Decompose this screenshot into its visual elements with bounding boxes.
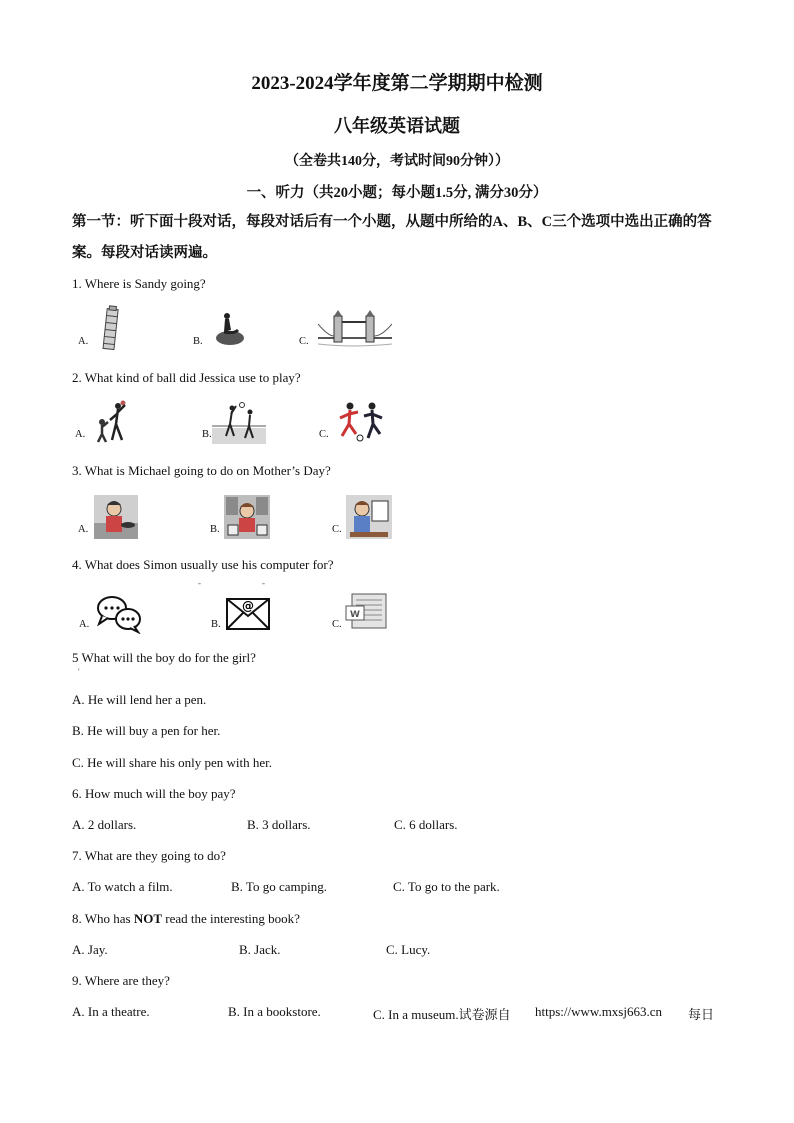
q7-option-b: B. To go camping.: [231, 879, 327, 894]
q2-option-b-label: B.: [202, 429, 212, 440]
q8-option-c: C. Lucy.: [386, 942, 431, 957]
question-4: 4. What does Simon usually use his computer for?: [72, 557, 334, 572]
question-6: 6. How much will the boy pay?: [72, 786, 236, 801]
question-5: 5 What will the boy do for the girl?: [72, 650, 256, 665]
question-3: 3. What is Michael going to do on Mother’s Day?: [72, 463, 331, 478]
q8-option-a: A. Jay.: [72, 942, 108, 957]
question-1: 1. Where is Sandy going?: [72, 276, 206, 291]
watermark-suffix: 每日: [688, 1007, 715, 1022]
q7-option-c: C. To go to the park.: [393, 879, 500, 894]
boy-cooking-icon: [94, 495, 138, 539]
exam-subtitle: 八年级英语试题: [334, 116, 460, 136]
q7-option-a: A. To watch a film.: [72, 879, 173, 894]
question-9: 9. Where are they?: [72, 973, 170, 988]
q8-option-b: B. Jack.: [239, 942, 281, 957]
section-instruction: 第一节：听下面十段对话，每段对话后有一个小题，从题中所给的A、B、C三个选项中选出正确的答案。每段对话读两遍。: [72, 214, 712, 261]
q4-option-b-label: B.: [211, 619, 221, 630]
q2-option-c-label: C.: [319, 429, 329, 440]
basketball-players-icon: [92, 400, 132, 444]
q3-option-c-label: C.: [332, 524, 342, 535]
svg-text:@: @: [242, 599, 254, 613]
q6-option-b: B. 3 dollars.: [247, 817, 311, 832]
word-document-icon: [344, 592, 392, 632]
q1-option-a-label: A.: [78, 336, 89, 347]
leaning-tower-icon: [94, 305, 124, 351]
tower-bridge-icon: [318, 310, 392, 348]
question-2: 2. What kind of ball did Jessica use to play?: [72, 370, 301, 385]
q6-option-a: A. 2 dollars.: [72, 817, 137, 832]
scan-mark: -: [262, 578, 265, 588]
q6-option-c: C. 6 dollars.: [394, 817, 458, 832]
q3-option-b-label: B.: [210, 524, 220, 535]
q5-option-a: A. He will lend her a pen.: [72, 692, 207, 707]
emphasis-not: NOT: [133, 911, 163, 926]
email-envelope-icon: [226, 596, 270, 630]
boy-painting-icon: [346, 495, 392, 539]
little-mermaid-statue-icon: [212, 310, 248, 346]
scan-mark: -: [198, 578, 201, 588]
q4-option-c-label: C.: [332, 619, 342, 630]
question-7: 7. What are they going to do?: [72, 848, 226, 863]
scan-mark: ': [78, 667, 80, 677]
volleyball-players-icon: [212, 402, 266, 444]
boy-shopping-icon: [224, 495, 270, 539]
soccer-players-icon: [334, 400, 390, 444]
q9-option-c: C. In a museum.试卷源自: [373, 1007, 511, 1022]
q2-option-a-label: A.: [75, 429, 86, 440]
exam-title: 2023-2024学年度第二学期期中检测: [251, 73, 543, 94]
watermark-url[interactable]: https://www.mxsj663.cn: [535, 1004, 662, 1019]
exam-meta: （全卷共140分，考试时间90分钟））: [285, 154, 509, 169]
q5-option-c: C. He will share his only pen with her.: [72, 755, 273, 770]
q4-option-a-label: A.: [79, 619, 90, 630]
section-heading: 一、听力（共20小题；每小题1.5分, 满分30分）: [246, 185, 548, 201]
svg-text:W: W: [350, 610, 360, 620]
q1-option-b-label: B.: [193, 336, 203, 347]
question-8: 8. Who has NOT read the interesting book?: [72, 911, 300, 926]
q5-option-b: B. He will buy a pen for her.: [72, 723, 221, 738]
q9-option-a: A. In a theatre.: [72, 1004, 150, 1019]
q9-option-b: B. In a bookstore.: [228, 1004, 321, 1019]
q3-option-a-label: A.: [78, 524, 89, 535]
q1-option-c-label: C.: [299, 336, 309, 347]
chat-bubbles-icon: [96, 594, 142, 634]
